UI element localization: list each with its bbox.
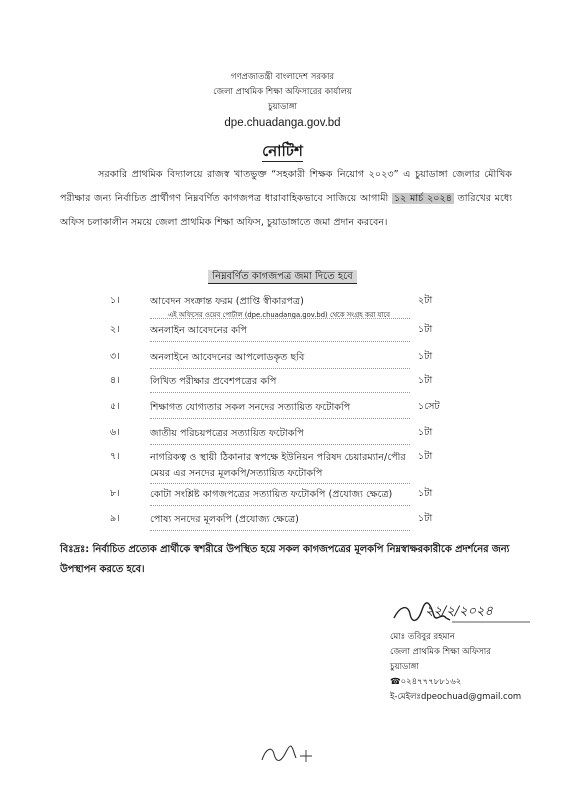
officer-email: ই-মেইলঃdpeochuad@gmail.com xyxy=(390,692,522,702)
item-quantity: ১টা xyxy=(418,513,433,524)
note-text: নির্বাচিত প্রত্যেক প্রার্থীকে স্বশরীরে উপস্থিত হয়ে সকল কাগজপত্রের মূলকপি নিম্নস্বাক্ষরকারীকে প্রদর্শনের জন্য উপস্থাপন করতে হবে। xyxy=(60,544,510,575)
item-description: কোটা সংশ্লিষ্ট কাগজপত্রের সত্যায়িত ফটোকপি (প্রযোজ্য ক্ষেত্রে) xyxy=(150,489,393,500)
divider xyxy=(150,444,410,445)
item-number: ৭। xyxy=(110,451,120,462)
intro-text-2: তারিখের মধ্যে অফিস চলাকালীন সময়ে জেলা প্রাথমিক শিক্ষা অফিস, চুয়াডাঙ্গাতে জমা প্রদান করবেন। xyxy=(60,193,512,228)
divider xyxy=(150,418,410,419)
note-block: বিঃদ্রঃ: নির্বাচিত প্রত্যেক প্রার্থীকে স্বশরীরে উপস্থিত হয়ে সকল কাগজপত্রের মূলকপি নিম্নস্বাক্ষরকারীকে প্রদর্শনের জন্য উপস্থাপন করতে হবে। xyxy=(60,544,510,575)
office-website: dpe.chuadanga.gov.bd xyxy=(224,117,341,129)
item-quantity: ১টা xyxy=(418,427,433,438)
item-number: ২। xyxy=(110,324,120,335)
item-description: অনলাইন আবেদনের কপি xyxy=(150,325,248,336)
item-description: পোষ্য সনদের মূলকপি (প্রযোজ্য ক্ষেত্রে) xyxy=(150,514,299,525)
office-name: জেলা প্রাথমিক শিক্ষা অফিসারের কার্যালয় xyxy=(213,87,352,97)
list-title: নিম্নবর্ণিত কাগজপত্র জমা দিতে হবে xyxy=(208,270,356,284)
item-quantity: ১টা xyxy=(418,375,433,386)
deadline-date: ১২ মার্চ ২০২৪ xyxy=(393,193,452,204)
item-number: ১। xyxy=(110,295,120,306)
item-quantity: ১টা xyxy=(418,451,433,462)
divider xyxy=(150,530,410,531)
item-number: ৮। xyxy=(110,488,120,499)
divider xyxy=(150,341,410,342)
item-description: শিক্ষাগত যোগ্যতার সকল সনদের সত্যায়িত ফটোকপি xyxy=(150,402,351,413)
item-quantity: ১সেট xyxy=(418,401,440,412)
item-quantity: ১টা xyxy=(418,351,433,362)
divider xyxy=(150,392,410,393)
item-number: ৩। xyxy=(110,351,120,362)
item-description: অনলাইনে আবেদনের আপলোডকৃত ছবি xyxy=(150,352,305,363)
divider xyxy=(150,505,410,506)
officer-phone: ☎০২৪৭৭৭৮৮১৬২ xyxy=(390,677,462,687)
divider xyxy=(150,318,410,319)
govt-name: গণপ্রজাতন্ত্রী বাংলাদেশ সরকার xyxy=(230,72,335,82)
item-description: জাতীয় পরিচয়পত্রের সত্যায়িত ফটোকপি xyxy=(150,428,304,439)
office-header xyxy=(0,70,565,129)
notice-title: নোটিশ xyxy=(262,142,303,160)
item-quantity: ২টা xyxy=(418,295,433,306)
bottom-signature-mark xyxy=(0,742,565,772)
district-name: চুয়াডাঙ্গা xyxy=(268,102,297,112)
divider xyxy=(150,368,410,369)
officer-designation: জেলা প্রাথমিক শিক্ষা অফিসার xyxy=(390,647,491,657)
signature-block xyxy=(390,600,555,705)
item-number: ৯। xyxy=(110,513,120,524)
list-title-wrap xyxy=(0,264,565,286)
handwritten-initial-icon xyxy=(0,742,565,772)
item-quantity: ১টা xyxy=(418,488,433,499)
item-number: ৫। xyxy=(110,401,120,412)
intro-text-1: সরকারি প্রাথমিক বিদ্যালয়ে রাজস্ব খাতভুক্ত “সহকারী শিক্ষক নিয়োগ ২০২৩” এ চুয়াডাঙ্গা জেলার মৌখিক পরীক্ষার জন্য নির্বাচিত প্রার্থীগণ নিম্নবর্ণিত কাগজপত্র ধারাবাহিকভাবে সাজিয়ে আগামী xyxy=(60,169,512,204)
item-description: নাগরিকত্ব ও স্থায়ী ঠিকানার স্বপক্ষে ইউনিয়ন পরিষদ চেয়ারম্যান/পৌর মেয়র এর সনদের মূলকপি/সত্যায়িত ফটোকপি xyxy=(150,452,406,479)
item-subnote: এই অফিসের ওয়েব পোর্টাল (dpe.chuadanga.gov.bd) থেকে সংগ্রহ করা যাবে xyxy=(168,311,390,319)
signature-date: ২২/২/২০২৪ xyxy=(425,604,493,619)
divider xyxy=(150,483,410,484)
officer-name: মোঃ তবিবুর রহমান xyxy=(390,632,455,642)
item-description: লিখিত পরীক্ষার প্রবেশপত্রের কপি xyxy=(150,376,277,387)
notice-intro xyxy=(60,163,512,235)
item-description: আবেদন সংক্রান্ত ফরম (প্রাপ্তি স্বীকারপত্র) xyxy=(150,296,304,307)
item-number: ৬। xyxy=(110,427,120,438)
officer-location: চুয়াডাঙ্গা xyxy=(390,662,419,672)
note-label: বিঃদ্রঃ xyxy=(60,544,86,555)
notice-title-wrap xyxy=(0,140,565,165)
item-number: ৪। xyxy=(110,375,120,386)
item-quantity: ১টা xyxy=(418,324,433,335)
